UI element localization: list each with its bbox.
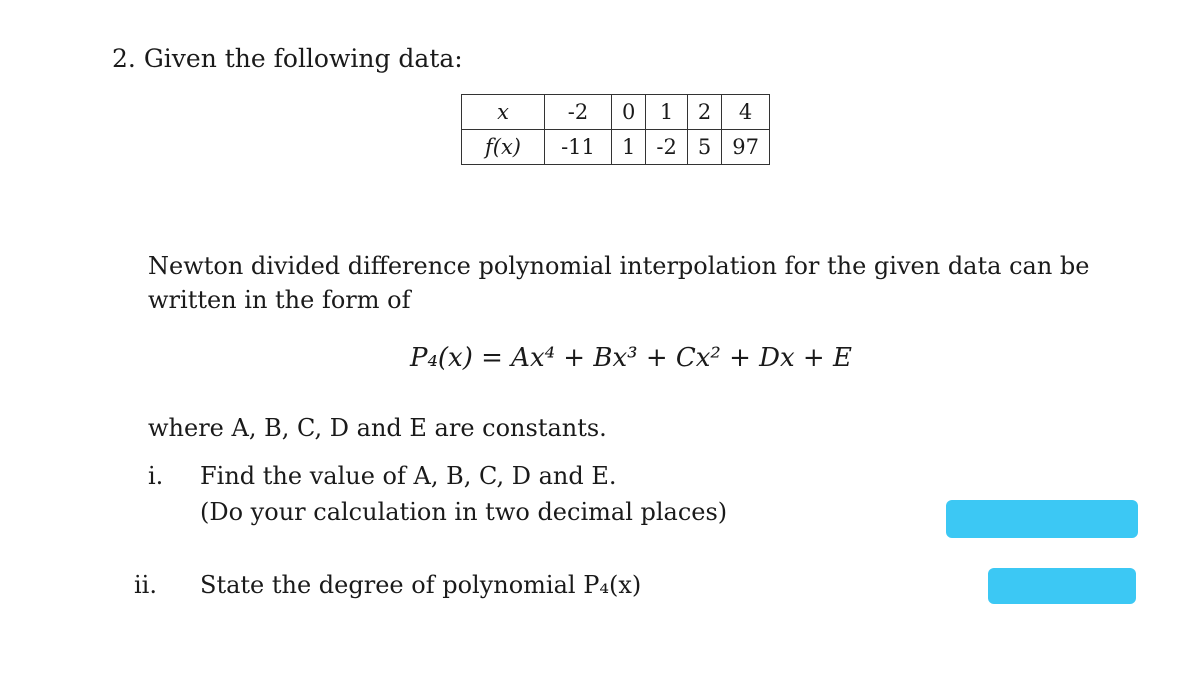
table-cell: 97 (722, 130, 770, 165)
table-cell: 0 (612, 95, 646, 130)
table-cell: 5 (687, 130, 721, 165)
table-cell: 1 (612, 130, 646, 165)
question-number: 2. (112, 44, 136, 73)
table-cell: 2 (687, 95, 721, 130)
data-table (461, 94, 770, 165)
polynomial-formula: P₄(x) = Ax⁴ + Bx³ + Cx² + Dx + E (410, 343, 852, 373)
table-cell: 4 (722, 95, 770, 130)
row-label-fx: f(x) (462, 130, 545, 165)
intro-line: Newton divided difference polynomial interpolation for the given data can be (148, 252, 1090, 280)
table-cell: -11 (545, 130, 612, 165)
table-row-fx (462, 130, 770, 165)
intro-paragraph (148, 249, 1089, 317)
item-text: (Do your calculation in two decimal places) (200, 498, 728, 526)
redaction-mark (988, 568, 1136, 604)
item-text: Find the value of A, B, C, D and E. (200, 462, 617, 490)
intro-line: written in the form of (148, 286, 411, 314)
constants-statement: where A, B, C, D and E are constants. (148, 414, 607, 442)
row-label-x: x (462, 95, 545, 130)
redaction-mark (946, 500, 1138, 538)
item-text: State the degree of polynomial P₄(x) (200, 571, 642, 599)
question-heading (112, 44, 463, 73)
table-cell: -2 (545, 95, 612, 130)
item-numeral: i. (148, 462, 164, 490)
table-cell: 1 (646, 95, 687, 130)
table-row-x (462, 95, 770, 130)
item-numeral: ii. (134, 571, 157, 599)
table-cell: -2 (646, 130, 687, 165)
question-heading-text: Given the following data: (143, 44, 463, 73)
